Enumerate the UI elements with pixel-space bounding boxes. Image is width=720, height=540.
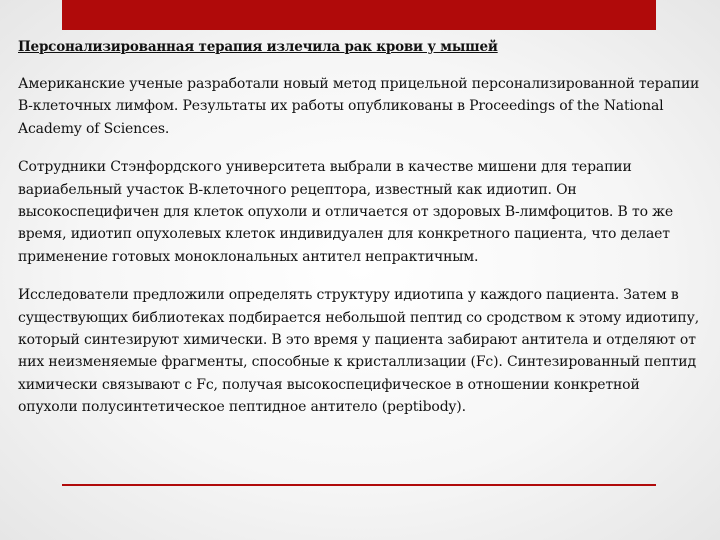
bottom-divider [62,484,656,486]
top-accent-bar [62,0,656,30]
paragraph-method: Исследователи предложили определять структуру идиотипа у каждого пациента. Затем в существующих библиотеках подбирается небольшой пептид со сродством к этому идиотипу, который синтезируют химически. В это время у пациента забирают антитела и отделяют от них неизменяемые фрагменты, способные к кристаллизации (Fc). Синтезированный пептид химически связывают с Fc, получая высокоспецифическое в отношении конкретной опухоли полусинтетическое пептидное антитело (peptibody). [18,287,699,416]
paragraph-idiotype: Сотрудники Стэнфордского университета выбрали в качестве мишени для терапии вариабельный участок В-клеточного рецептора, известный как идиотип. Он высокоспецифичен для клеток опухоли и отличается от здоровых В-лимфоцитов. В то же время, идиотип опухолевых клеток индивидуален для конкретного пациента, что делает применение готовых моноклональных антител непрактичным. [18,159,674,265]
slide-content [18,37,702,419]
paragraph-intro: Американские ученые разработали новый метод прицельной персонализированной терапии В-клеточных лимфом. Результаты их работы опубликованы в Proceedings of the National Academy of Sciences. [18,76,700,137]
slide-title: Персонализированная терапия излечила рак крови у мышей [18,39,498,55]
